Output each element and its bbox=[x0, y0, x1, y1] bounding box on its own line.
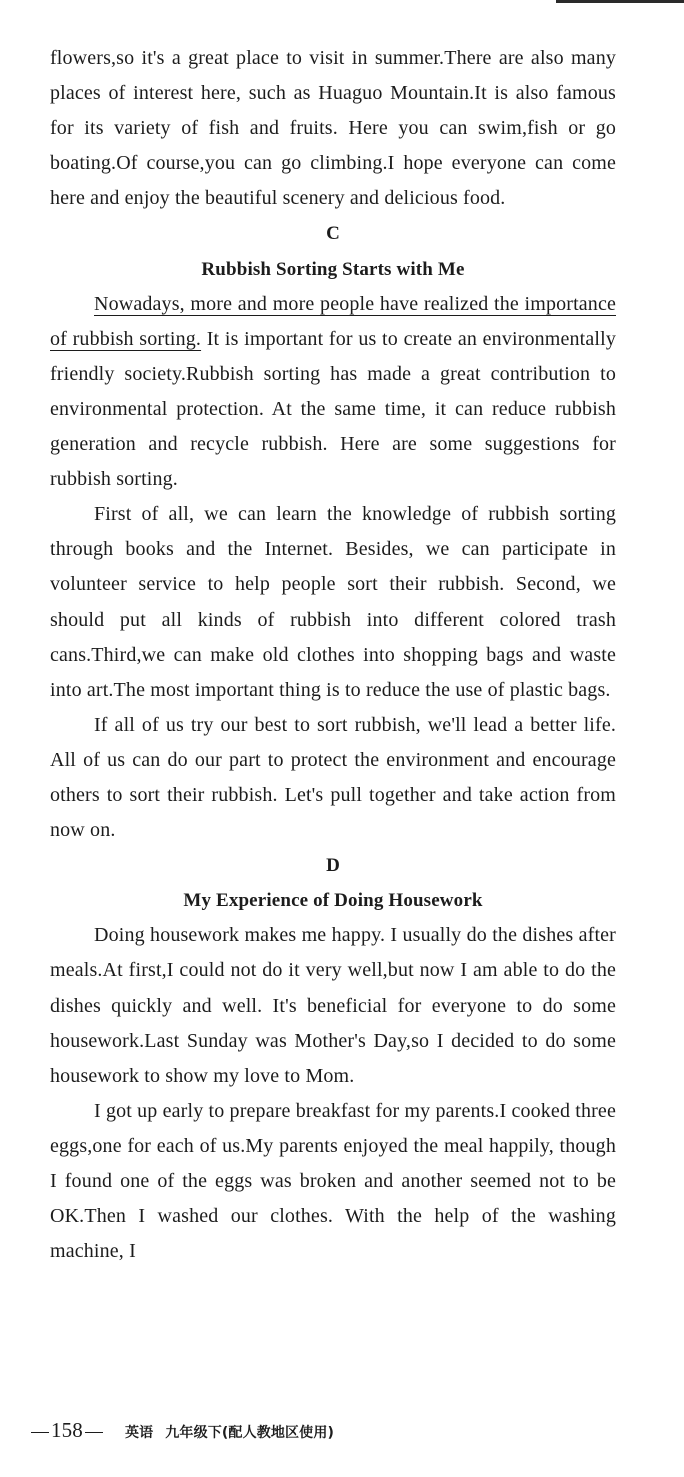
footer-subject: 英语 bbox=[124, 1425, 154, 1441]
footer-dash-right bbox=[85, 1432, 103, 1433]
top-rule bbox=[556, 0, 684, 3]
section-d-paragraph-1: Doing housework makes me happy. I usually do the dishes after meals.At first,I could not do it very well,but now I am able to do the dishes quickly and well. It's beneficial for everyone to do some housework.Last Sunday was Mother's Day,so I decided to do some housework to show my love to Mom. bbox=[50, 924, 616, 1087]
section-d-paragraph-2: I got up early to prepare breakfast for my parents.I cooked three eggs,one for each of us.My parents enjoyed the meal happily, though I found one of the eggs was broken and another seemed not to be OK.Then I washed our clothes. With the help of the washing machine, I bbox=[50, 1099, 616, 1263]
section-c-title: Rubbish Sorting Starts with Me bbox=[201, 258, 465, 280]
section-c-letter: C bbox=[326, 223, 340, 245]
section-c-paragraph-1 bbox=[50, 287, 616, 498]
footer-dash-left bbox=[31, 1432, 49, 1433]
intro-paragraph: flowers,so it's a great place to visit in summer.There are also many places of interest here, such as Huaguo Mountain.It is also famous for its variety of fish and fruits. Here you can swim,fish or go boating.Of course,you can go climbing.I hope everyone can come here and enjoy the beautiful scenery and delicious food. bbox=[50, 47, 616, 210]
page-number: 158 bbox=[51, 1418, 83, 1442]
page-footer bbox=[31, 1418, 334, 1445]
section-c-paragraph-2: First of all, we can learn the knowledge of rubbish sorting through books and the Internet. Besides, we can participate in volunteer service to help people sort their rubbish. Second, we should put all kinds of rubbish into different colored trash cans.Third,we can make old clothes into shopping bags and waste into art.The most important thing is to reduce the use of plastic bags. bbox=[50, 503, 616, 701]
underlined-topic-sentence: Nowadays, more and more people have realized the importance of rubbish sorting. bbox=[50, 292, 616, 350]
footer-grade-info: 九年级下(配人教地区使用) bbox=[165, 1425, 335, 1441]
section-c-paragraph-3: If all of us try our best to sort rubbish, we'll lead a better life. All of us can do our part to protect the environment and encourage others to sort their rubbish. Let's pull together and take action from now on. bbox=[50, 713, 616, 842]
section-c-paragraph-1-rest: It is important for us to create an environmentally friendly society.Rubbish sorting has made a great contribution to environmental protection. At the same time, it can reduce rubbish generation and recycle rubbish. Here are some suggestions for rubbish sorting. bbox=[50, 327, 616, 491]
section-d-title: My Experience of Doing Housework bbox=[183, 890, 483, 912]
section-d-letter: D bbox=[326, 855, 340, 877]
